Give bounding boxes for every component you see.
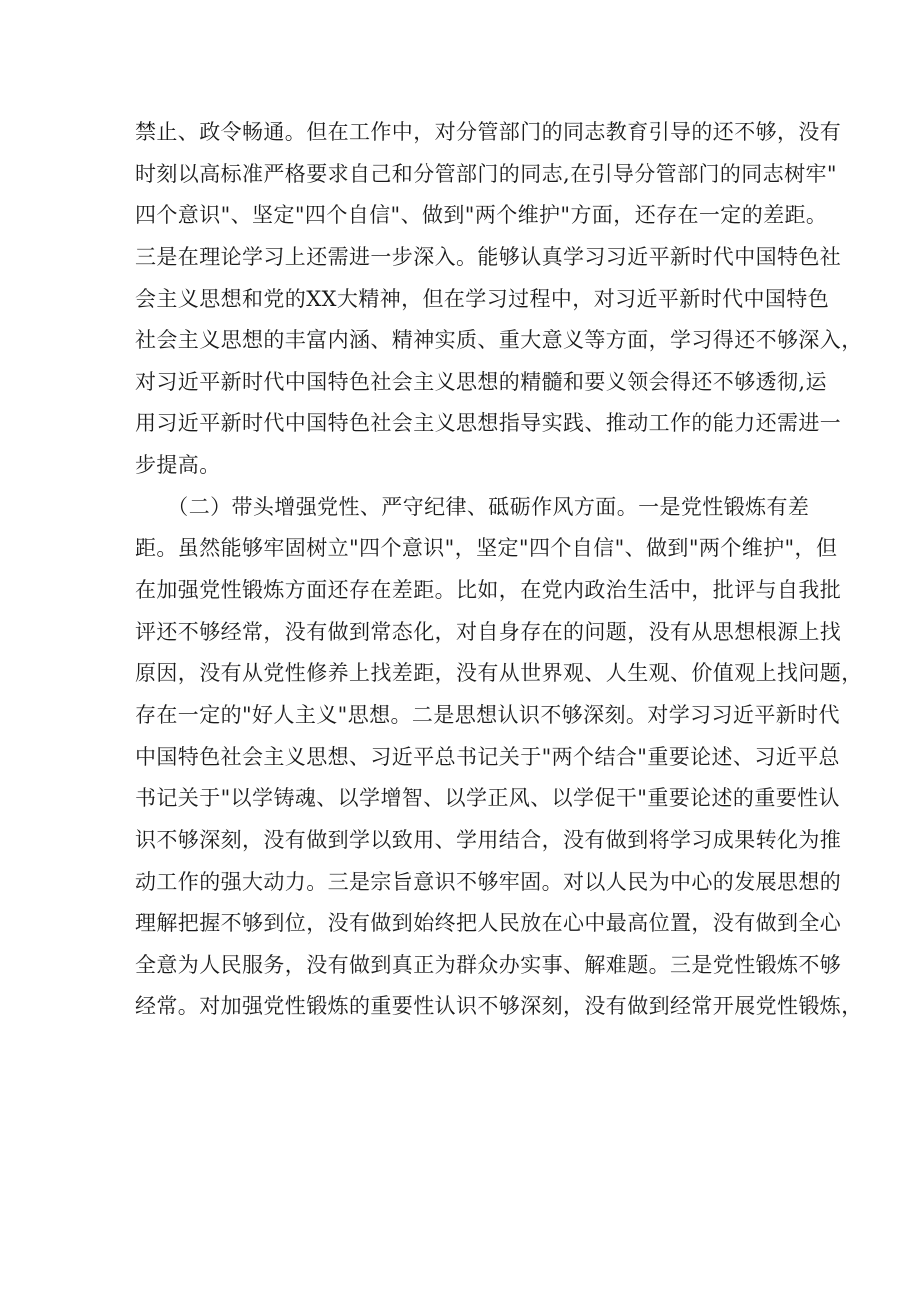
text-line: 对习近平新时代中国特色社会主义思想的精髓和要义领会得还不够透彻,运 (135, 369, 827, 394)
text-line: 用习近平新时代中国特色社会主义思想指导实践、推动工作的能力还需进一 (135, 411, 842, 436)
text-line: 四个意识"、坚定"四个自信"、做到"两个维护"方面，还存在一定的差距。 (135, 203, 828, 228)
text-line: 社会主义思想的丰富内涵、精神实质、重大意义等方面，学习得还不够深入， (135, 328, 863, 353)
document-body (135, 112, 863, 1028)
text-line: 原因，没有从党性修养上找差距，没有从世界观、人生观、价值观上找问题， (135, 661, 863, 686)
text-line: 存在一定的"好人主义"思想。二是思想认识不够深刻。对学习习近平新时代 (135, 702, 840, 727)
text-line: 距。虽然能够牢固树立"四个意识"，坚定"四个自信"、做到"两个维护"，但 (135, 536, 838, 561)
text-line: 会主义思想和党的XX大精神，但在学习过程中，对习近平新时代中国特色 (135, 286, 830, 311)
text-line: 步提高。 (135, 453, 221, 478)
text-line: 识不够深刻，没有做到学以致用、学用结合，没有做到将学习成果转化为推 (135, 827, 842, 852)
text-line: 时刻以高标准严格要求自己和分管部门的同志,在引导分管部门的同志树牢" (135, 161, 837, 186)
text-line: （二）带头增强党性、严守纪律、砥砺作风方面。一是党性锻炼有差 (135, 494, 810, 519)
text-line: 三是在理论学习上还需进一步深入。能够认真学习习近平新时代中国特色社 (135, 244, 842, 269)
text-line: 书记关于"以学铸魂、以学增智、以学正风、以学促干"重要论述的重要性认 (135, 786, 840, 811)
text-line: 中国特色社会主义思想、习近平总书记关于"两个结合"重要论述、习近平总 (135, 744, 840, 769)
text-line: 全意为人民服务，没有做到真正为群众办实事、解难题。三是党性锻炼不够 (135, 952, 842, 977)
text-line: 动工作的强大动力。三是宗旨意识不够牢固。对以人民为中心的发展思想的 (135, 869, 842, 894)
text-line: 经常。对加强党性锻炼的重要性认识不够深刻，没有做到经常开展党性锻炼， (135, 994, 863, 1019)
text-line: 评还不够经常，没有做到常态化，对自身存在的问题，没有从思想根源上找 (135, 619, 842, 644)
text-line: 理解把握不够到位，没有做到始终把人民放在心中最高位置，没有做到全心 (135, 911, 842, 936)
text-line: 在加强党性锻炼方面还存在差距。比如，在党内政治生活中，批评与自我批 (135, 578, 842, 603)
text-line: 禁止、政令畅通。但在工作中，对分管部门的同志教育引导的还不够，没有 (135, 120, 842, 144)
